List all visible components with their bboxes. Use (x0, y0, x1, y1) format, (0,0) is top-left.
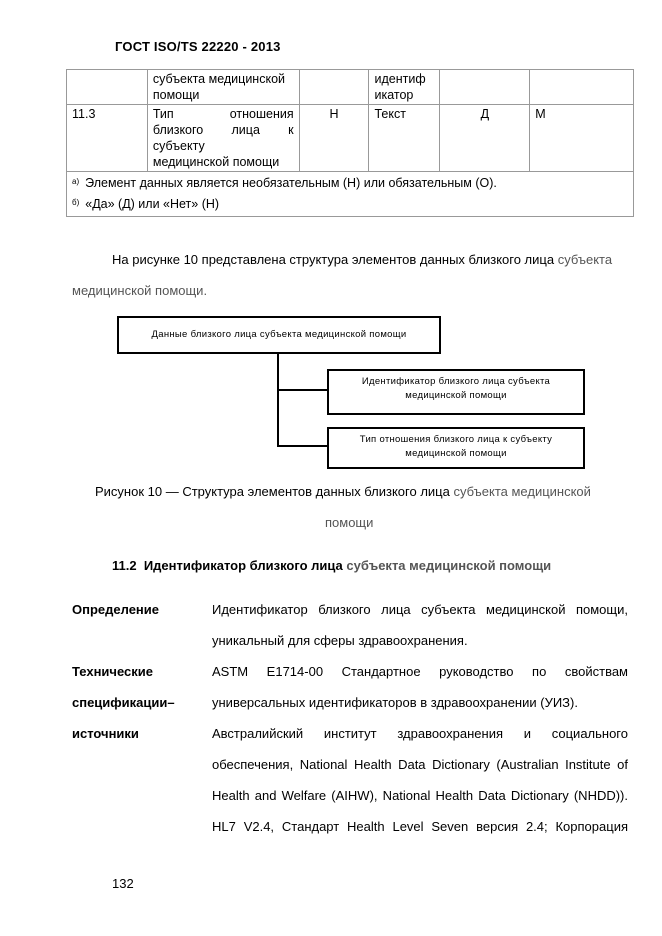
intro-paragraph-line2: медицинской помощи. (72, 283, 208, 298)
table-note: $^{б)}$ «Да» (Д) или «Нет» (Н) (72, 197, 220, 211)
data-elements-table (66, 69, 634, 217)
table-cell: Текст (369, 105, 440, 172)
table-notes-row (67, 172, 634, 217)
table-row (67, 70, 634, 105)
definition-label: Определение (72, 602, 160, 617)
figure-caption-line1: Рисунок 10 — Структура элементов данных близкого лица субъекта медицинской (95, 484, 591, 499)
diagram-connector (277, 389, 329, 391)
tech-spec-text: ASTM E1714-00 Стандартное руководство по свойствам универсальных идентификаторов в здравоохранении (УИЗ). Австралийский институт здравоохранения и социального обеспечения, National Health Data Dictionary (Australian Institute of Health and Welfare (AIHW), National Health Data Dictionary (NHDD)). HL7 V2.4, Стандарт Health Level Seven версия 2.4; Корпорация (212, 664, 628, 834)
diagram-connector (277, 352, 279, 446)
intro-paragraph-line1: На рисунке 10 представлена структура элементов данных близкого лица субъекта (112, 252, 613, 267)
table-cell: Н (299, 105, 369, 172)
definition-text: Идентификатор близкого лица субъекта медицинской помощи, уникальный для сферы здравоохранения. (212, 602, 628, 648)
page-number: 132 (112, 876, 134, 891)
table-cell: Тип отношения близкого лица к субъекту медицинской помощи (147, 105, 299, 172)
figure-caption-line2: помощи (325, 515, 374, 530)
section-heading: 11.2 Идентификатор близкого лица субъекта медицинской помощи (112, 558, 552, 573)
tech-spec-label: Технические спецификации– источники (72, 664, 175, 741)
table-cell: 11.3 (67, 105, 148, 172)
table-note: $^{а)}$ Элемент данных является необязательным (Н) или обязательным (О). (72, 176, 497, 190)
table-cell: М (530, 105, 634, 172)
diagram-child-box-identifier: Идентификатор близкого лица субъекта медицинской помощи (327, 369, 585, 415)
diagram-root-box: Данные близкого лица субъекта медицинской помощи (117, 316, 441, 354)
table-cell: Д (440, 105, 530, 172)
diagram-child-box-relationship-type: Тип отношения близкого лица к субъекту медицинской помощи (327, 427, 585, 469)
table-cell: идентиф икатор (369, 70, 440, 105)
table-row (67, 105, 634, 172)
diagram-connector (277, 445, 329, 447)
document-header: ГОСТ ISO/TS 22220 - 2013 (115, 39, 281, 54)
table-cell: субъекта медицинской помощи (147, 70, 299, 105)
